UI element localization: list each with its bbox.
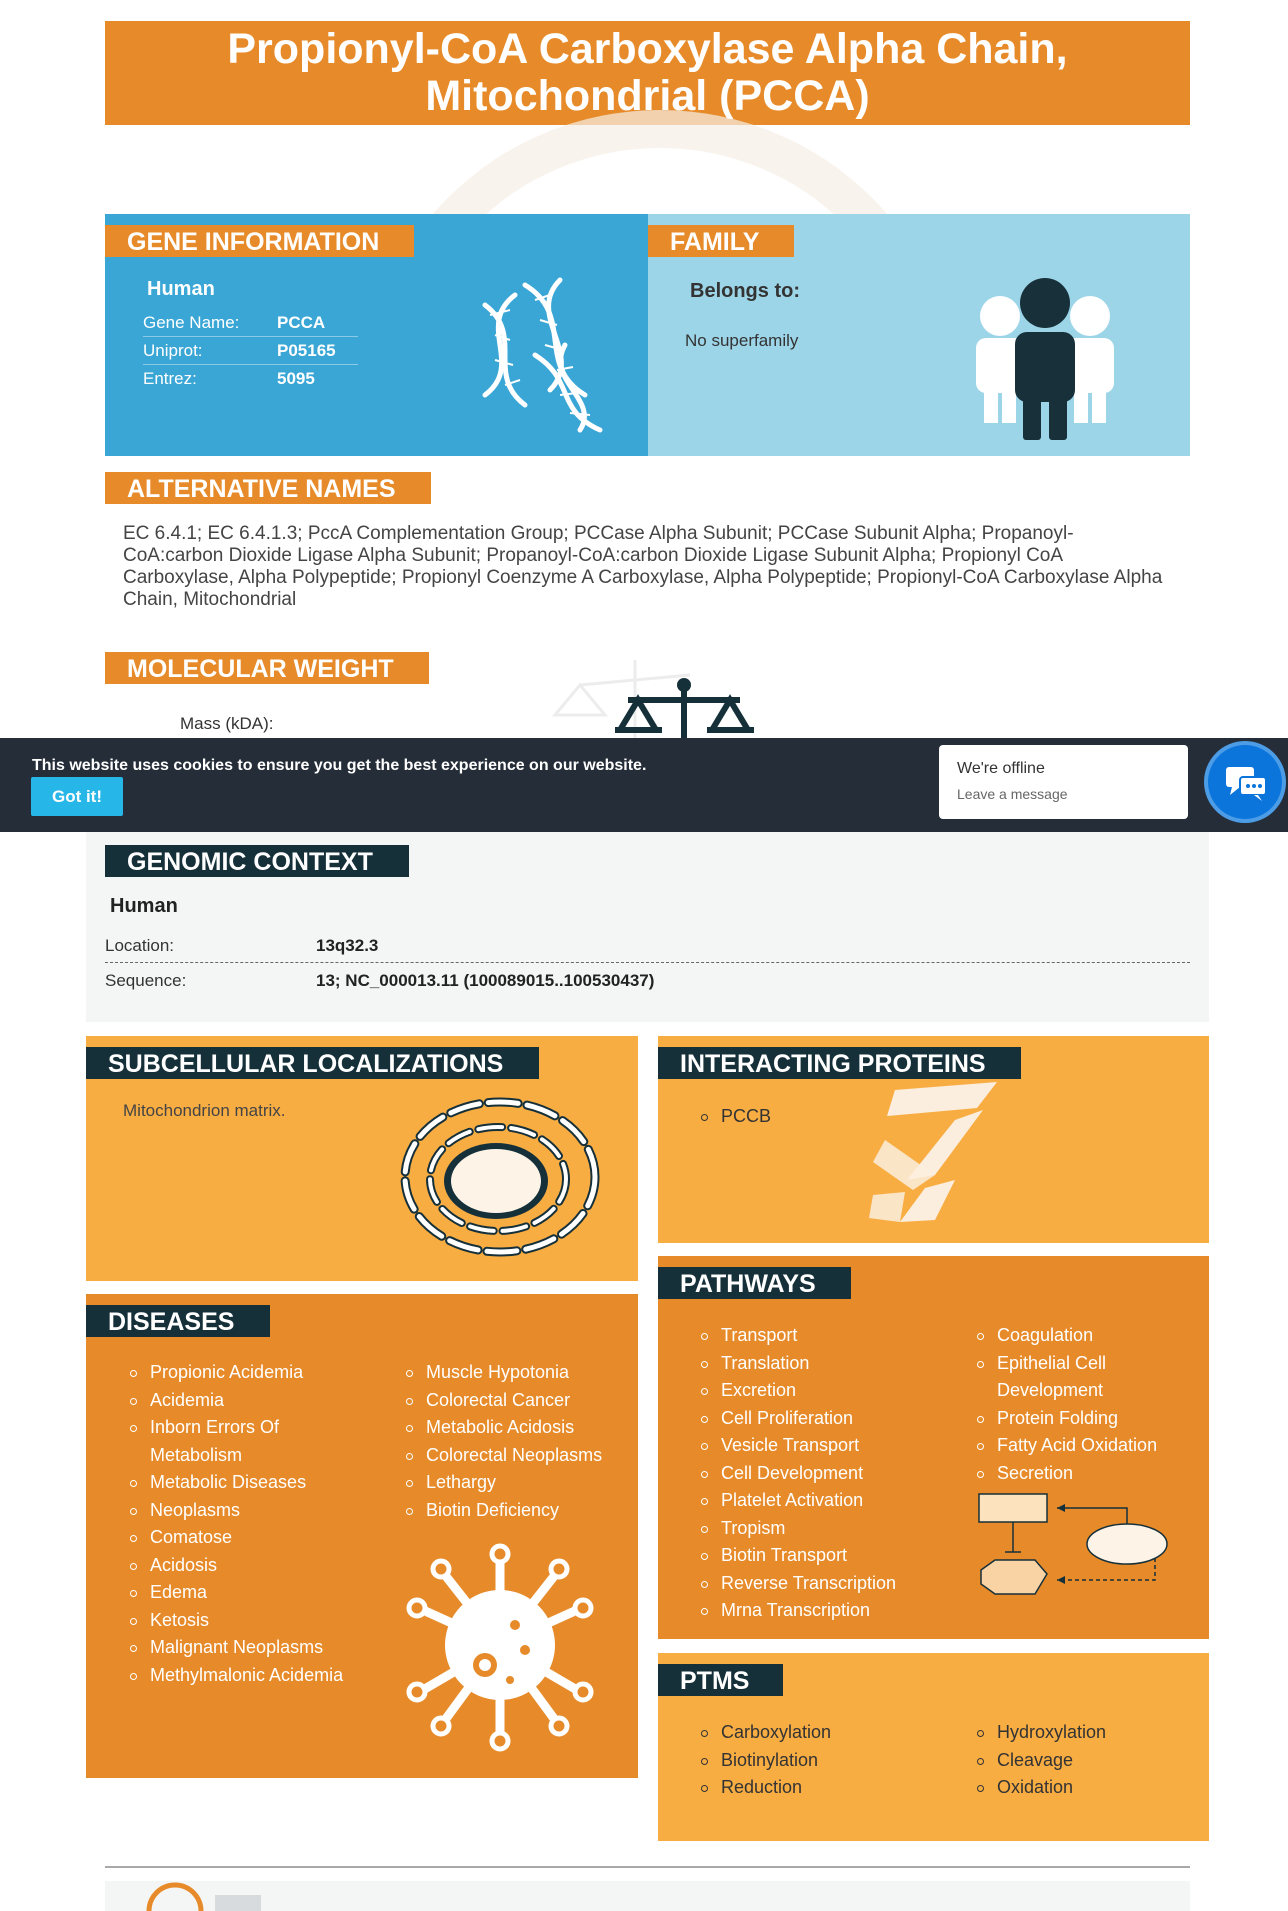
list-item: Acidosis [130, 1552, 365, 1580]
list-item: Secretion [977, 1460, 1177, 1488]
location-value: 13q32.3 [316, 936, 379, 955]
interacting-proteins-list [701, 1103, 771, 1131]
list-item: Excretion [701, 1377, 951, 1405]
list-item: Inborn Errors Of Metabolism [130, 1414, 365, 1469]
cookie-accept-button[interactable]: Got it! [31, 777, 123, 816]
list-item: Colorectal Cancer [406, 1387, 626, 1415]
pathways-list-1 [701, 1322, 951, 1625]
entrez-label: Entrez: [143, 369, 197, 388]
sequence-row [105, 964, 1190, 997]
list-item: Transport [701, 1322, 951, 1350]
chat-bubbles-icon [1208, 745, 1282, 819]
list-item: PCCB [701, 1103, 771, 1131]
list-item: Translation [701, 1350, 951, 1378]
list-item: Tropism [701, 1515, 951, 1543]
title-line-1: Propionyl-CoA Carboxylase Alpha Chain, [227, 25, 1068, 73]
location-label: Location: [105, 936, 174, 955]
list-item: Reduction [701, 1774, 921, 1802]
chat-status-card[interactable] [939, 745, 1188, 819]
virus-icon [405, 1540, 595, 1755]
dna-icon [465, 275, 615, 435]
list-item: Protein Folding [977, 1405, 1177, 1433]
sequence-label: Sequence: [105, 971, 187, 990]
list-item: Fatty Acid Oxidation [977, 1432, 1177, 1460]
list-item: Comatose [130, 1524, 365, 1552]
list-item: Cleavage [977, 1747, 1177, 1775]
pathway-diagram-icon [975, 1490, 1170, 1600]
list-item: Biotinylation [701, 1747, 921, 1775]
diseases-list-1 [130, 1359, 365, 1689]
sequence-value: 13; NC_000013.11 (100089015..100530437) [316, 971, 655, 990]
cookie-message: This website uses cookies to ensure you get the best experience on our website. [32, 757, 647, 774]
list-item: Malignant Neoplasms [130, 1634, 365, 1662]
list-item: Cell Development [701, 1460, 951, 1488]
list-item: Hydroxylation [977, 1719, 1177, 1747]
alternative-names-heading: ALTERNATIVE NAMES [105, 472, 431, 504]
protein-helix-icon [865, 1080, 1005, 1225]
molecular-weight-heading: MOLECULAR WEIGHT [105, 652, 429, 684]
list-item: Neoplasms [130, 1497, 365, 1525]
pathways-list-2 [977, 1322, 1177, 1487]
gene-name-row [143, 309, 358, 337]
gene-species: Human [147, 278, 215, 300]
diseases-list-2 [406, 1359, 626, 1524]
entrez-row [143, 365, 358, 392]
list-item: Epithelial Cell Development [977, 1350, 1177, 1405]
diseases-heading: DISEASES [86, 1305, 270, 1337]
genomic-context-heading: GENOMIC CONTEXT [105, 845, 409, 877]
genomic-species: Human [110, 895, 178, 917]
footer-divider [105, 1866, 1190, 1868]
family-value: No superfamily [685, 331, 799, 350]
gene-name-label: Gene Name: [143, 313, 240, 332]
list-item: Colorectal Neoplasms [406, 1442, 626, 1470]
list-item: Vesicle Transport [701, 1432, 951, 1460]
ptms-list-1 [701, 1719, 921, 1802]
location-row [105, 929, 1190, 963]
chat-button[interactable] [1208, 745, 1282, 819]
uniprot-row [143, 337, 358, 365]
list-item: Lethargy [406, 1469, 626, 1497]
list-item: Ketosis [130, 1607, 365, 1635]
list-item: Carboxylation [701, 1719, 921, 1747]
uniprot-value: P05165 [277, 341, 336, 360]
mass-label: Mass (kDA): [180, 714, 274, 733]
family-belongs-label: Belongs to: [690, 280, 800, 302]
people-icon [970, 278, 1120, 443]
subcellular-heading: SUBCELLULAR LOCALIZATIONS [86, 1047, 539, 1079]
list-item: Cell Proliferation [701, 1405, 951, 1433]
uniprot-label: Uniprot: [143, 341, 203, 360]
list-item: Metabolic Acidosis [406, 1414, 626, 1442]
list-item: Metabolic Diseases [130, 1469, 365, 1497]
list-item: Propionic Acidemia [130, 1359, 365, 1387]
gene-info-table [143, 309, 358, 392]
gene-name-value: PCCA [277, 313, 326, 332]
footer-logo-area [105, 1881, 1190, 1911]
ptms-heading: PTMS [658, 1664, 783, 1696]
title-line-2: Mitochondrial (PCCA) [425, 72, 870, 120]
list-item: Biotin Deficiency [406, 1497, 626, 1525]
list-item: Methylmalonic Acidemia [130, 1662, 365, 1690]
interacting-proteins-heading: INTERACTING PROTEINS [658, 1047, 1021, 1079]
list-item: Mrna Transcription [701, 1597, 951, 1625]
chat-action: Leave a message [957, 786, 1068, 802]
list-item: Platelet Activation [701, 1487, 951, 1515]
list-item: Edema [130, 1579, 365, 1607]
list-item: Acidemia [130, 1387, 365, 1415]
list-item: Biotin Transport [701, 1542, 951, 1570]
mitochondrion-icon [398, 1095, 603, 1260]
list-item: Reverse Transcription [701, 1570, 951, 1598]
list-item: Oxidation [977, 1774, 1177, 1802]
chat-status: We're offline [957, 760, 1045, 777]
subcellular-text: Mitochondrion matrix. [123, 1101, 286, 1120]
brand-logo-icon [145, 1881, 265, 1911]
list-item: Muscle Hypotonia [406, 1359, 626, 1387]
pathways-heading: PATHWAYS [658, 1267, 851, 1299]
scale-icon [540, 655, 780, 738]
list-item: Coagulation [977, 1322, 1177, 1350]
ptms-list-2 [977, 1719, 1177, 1802]
alternative-names-text: EC 6.4.1; EC 6.4.1.3; PccA Complementation Group; PCCase Alpha Subunit; PCCase Subunit Alpha; Propanoyl-CoA:carbon Dioxide Ligase Alpha Subunit; Propanoyl-CoA:carbon Dioxide Ligase Subunit Alpha; Propionyl CoA Carboxylase, Alpha Polypeptide; Propionyl Coenzyme A Carboxylase, Alpha Polypeptide; Propionyl-CoA Carboxylase Alpha Chain, Mitochondrial [123, 523, 1163, 610]
gene-information-heading: GENE INFORMATION [105, 225, 414, 257]
entrez-value: 5095 [277, 369, 315, 388]
family-heading: FAMILY [648, 225, 794, 257]
